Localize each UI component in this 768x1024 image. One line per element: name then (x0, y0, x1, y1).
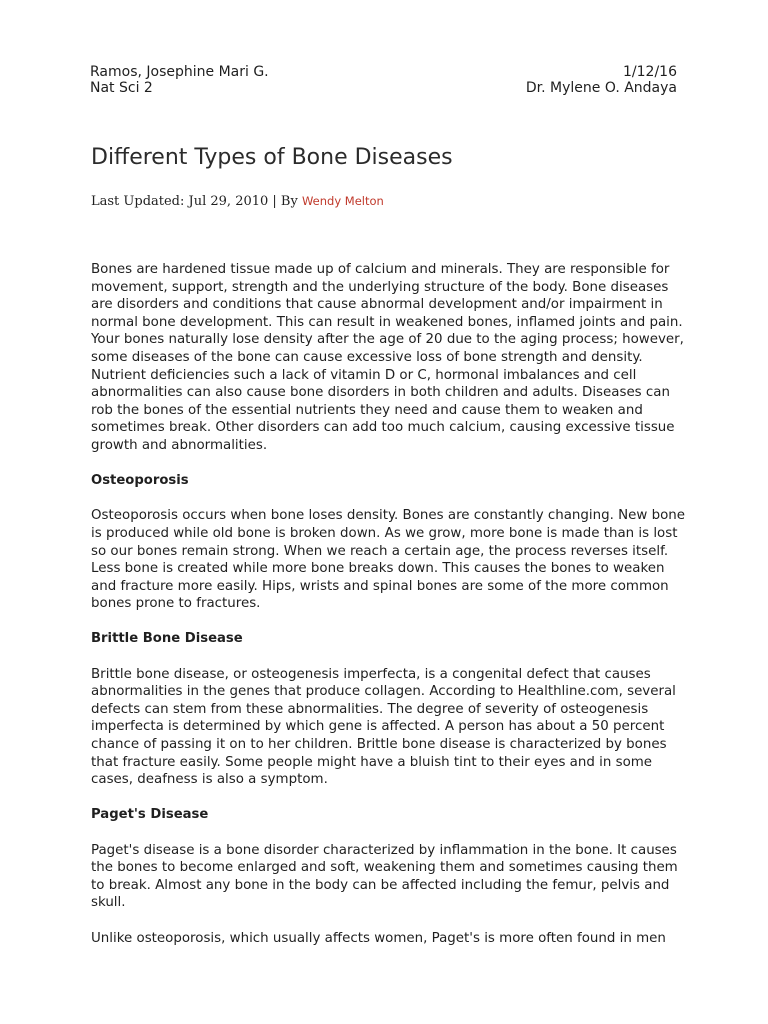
section-heading-pagets: Paget's Disease (91, 807, 209, 823)
section-paragraph: Unlike osteoporosis, which usually affects women, Paget's is more often found in men (91, 930, 666, 946)
header-row-2 (90, 79, 677, 97)
date: 1/12/16 (623, 64, 677, 80)
byline-prefix: Last Updated: Jul 29, 2010 | By (91, 194, 302, 209)
article-body (91, 261, 691, 965)
section-paragraph: Osteoporosis occurs when bone loses density. Bones are constantly changing. New bone is produced while old bone is broken down. As we grow, more bone is made than is lost so our bones remain strong. When we reach a certain age, the process reverses itself. Less bone is created while more bone breaks down. This causes the bones to weaken and fracture more easily. Hips, wrists and spinal bones are some of the more common bones prone to fractures. (91, 508, 686, 612)
course: Nat Sci 2 (90, 80, 153, 96)
author-link[interactable]: Wendy Melton (301, 194, 384, 208)
byline (91, 192, 384, 211)
student-name: Ramos, Josephine Mari G. (90, 64, 269, 80)
intro-paragraph: Bones are hardened tissue made up of calcium and minerals. They are responsible for movement, support, strength and the underlying structure of the body. Bone diseases are disorders and conditions that cause abnormal development and/or impairment in normal bone development. This can result in weakened bones, inflamed joints and pain. Your bones naturally lose density after the age of 20 due to the aging process; however, some diseases of the bone can cause excessive loss of bone strength and density. Nutrient deficiencies such a lack of vitamin D or C, hormonal imbalances and cell abnormalities can also cause bone disorders in both children and adults. Diseases can rob the bones of the essential nutrients they need and cause them to weaken and sometimes break. Other disorders can add too much calcium, causing excessive tissue growth and abnormalities. (91, 262, 684, 453)
section-paragraph: Brittle bone disease, or osteogenesis imperfecta, is a congenital defect that causes abnormalities in the genes that produce collagen. According to Healthline.com, several defects can stem from these abnormalities. The degree of severity of osteogenesis imperfecta is determined by which gene is affected. A person has about a 50 percent chance of passing it on to her children. Brittle bone disease is characterized by bones that fracture easily. Some people might have a bluish tint to their eyes and in some cases, deafness is also a symptom. (91, 666, 676, 788)
section-heading-brittle-bone: Brittle Bone Disease (91, 631, 243, 647)
section-paragraph: Paget's disease is a bone disorder characterized by inflammation in the bone. It causes the bones to become enlarged and soft, weakening them and sometimes causing them to break. Almost any bone in the body can be affected including the femur, pelvis and skull. (91, 842, 678, 911)
instructor: Dr. Mylene O. Andaya (525, 80, 677, 96)
article-title: Different Types of Bone Diseases (91, 145, 453, 170)
section-heading-osteoporosis: Osteoporosis (91, 473, 189, 489)
